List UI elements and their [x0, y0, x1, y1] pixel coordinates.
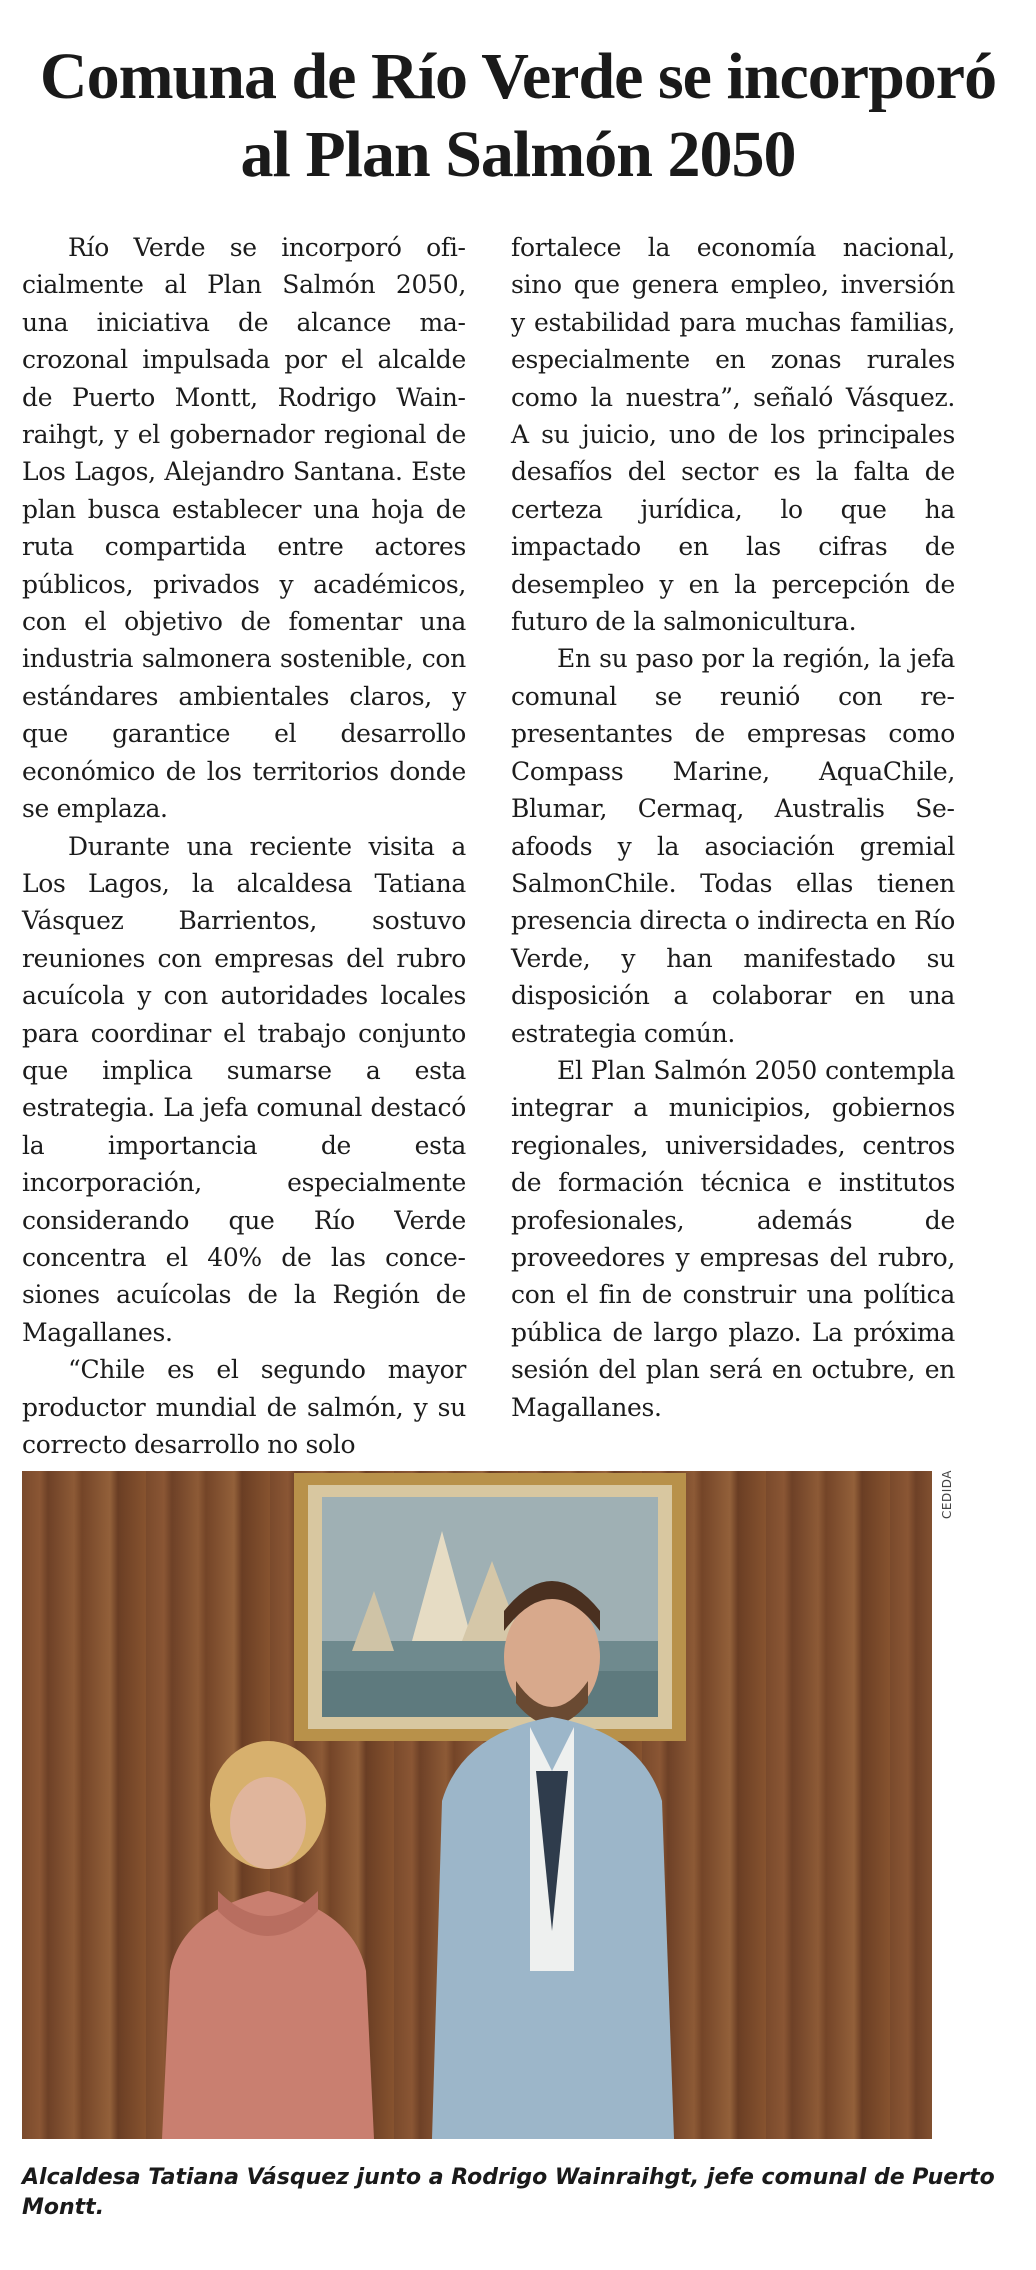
paragraph: En su paso por la región, la jefa comunal se reunió con representantes de empresas como Compass Marine, AquaChile, Blumar, Cermaq, Australis Seafoods y la asociación gremial SalmonChile. Todas ellas tienen presencia directa o indirecta en Río Verde, y han manifestado su disposición a colaborar en una estrategia común.: [511, 644, 955, 1048]
paragraph: El Plan Salmón 2050 contempla integrar a municipios, gobiernos regionales, universidades, centros de formación técnica e institutos profesionales, además de proveedores y empresas del rubro, con el fin de construir una política pública de largo plazo. La próxima sesión del plan será en octubre, en Magallanes.: [511, 1055, 955, 1422]
article-column-left: [22, 229, 466, 1463]
article-photo: [22, 1471, 932, 2139]
paragraph: fortalece la economía nacional, sino que genera empleo, inversión y estabilidad para muchas familias, especialmente en zonas rurales como la nuestra”, señaló Vásquez. A su juicio, uno de los principales desafíos del sector es la falta de certeza jurídica, lo que ha impactado en las cifras de desempleo y en la percepción de futuro de la salmonicultura.: [511, 233, 955, 637]
woman-figure: [162, 1741, 374, 2139]
article-headline: Comuna de Río Verde se incorporó al Plan Salmón 2050: [39, 40, 997, 191]
framed-painting: [294, 1473, 686, 1741]
paragraph: Durante una reciente visita a Los Lagos, la alcaldesa Tatiana Vásquez Barrientos, sostuvo reuniones con empresas del rubro acuícola y con autoridades locales para coordinar el trabajo conjunto que implica sumarse a esta estrategia. La jefa comunal destacó la importancia de esta incorporación, especialmente considerando que Río Verde concentra el 40% de las concesiones acuícolas de la Región de Magallanes.: [22, 831, 466, 1347]
paragraph: Río Verde se incorporó oficialmente al Plan Salmón 2050, una iniciativa de alcance macrozonal impulsada por el alcalde de Puerto Montt, Rodrigo Wainraihgt, y el gobernador regional de Los Lagos, Alejandro Santana. Este plan busca establecer una hoja de ruta compartida entre actores públicos, privados y académicos, con el objetivo de fomentar una industria salmonera sostenible, con estándares ambientales claros, y que garantice el desarrollo económico de los territorios donde se emplaza.: [22, 233, 466, 824]
paragraph: “Chile es el segundo mayor productor mundial de salmón, y su correcto desarrollo no solo: [22, 1355, 466, 1459]
photo-credit: CEDIDA: [940, 1470, 954, 1519]
article-column-right: [511, 229, 955, 1426]
photo-caption: Alcaldesa Tatiana Vásquez junto a Rodrigo Wainraihgt, jefe comunal de Puerto Montt.: [22, 2165, 995, 2220]
